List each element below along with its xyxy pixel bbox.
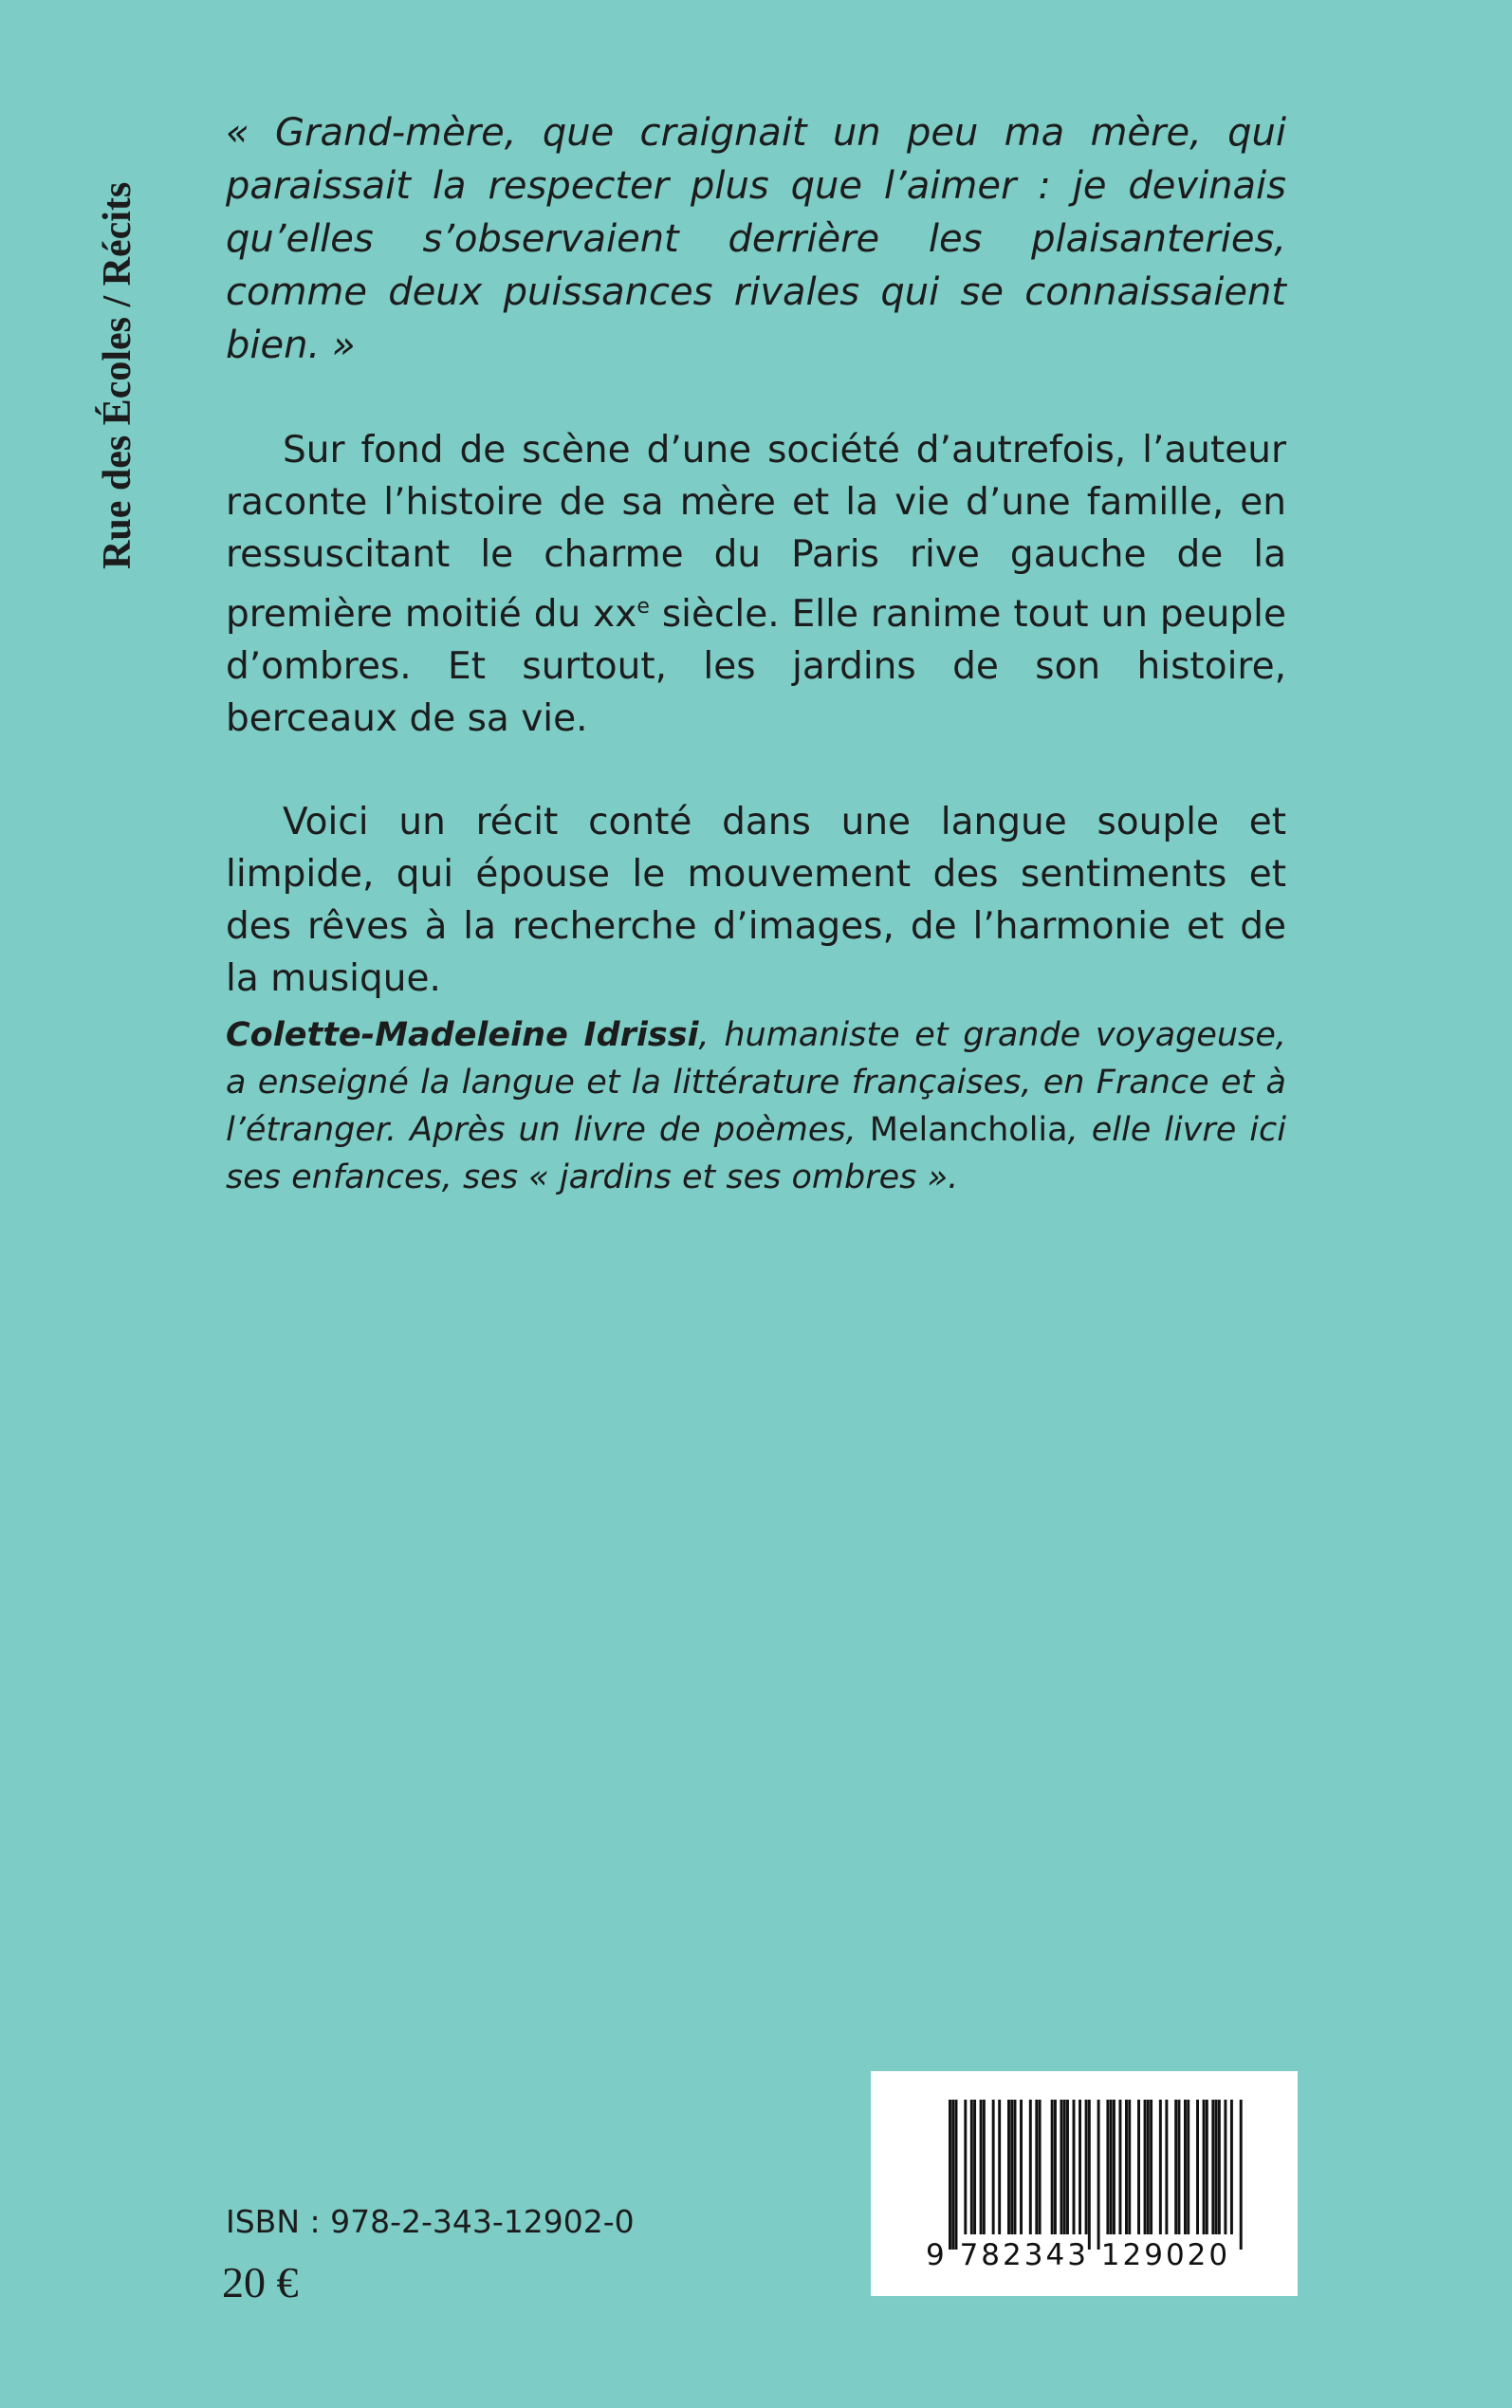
price-label: 20 € [222, 2258, 299, 2306]
barcode-bar [1118, 2100, 1121, 2234]
barcode-bar [1014, 2100, 1017, 2234]
barcode-bar [1211, 2100, 1214, 2234]
barcode-bar [964, 2100, 967, 2234]
barcode-bar [1063, 2100, 1066, 2234]
barcode-bar [949, 2100, 951, 2250]
barcode-bar [1051, 2100, 1054, 2234]
barcode-bar [1184, 2100, 1187, 2234]
barcode-bar [1187, 2100, 1189, 2234]
summary-text-start: Sur fond de scène d’une société d’autrefois, l’auteur raconte l’histoire de sa mère et la vie d’une famille, en ressuscitant le charme du Paris rive gauche de la première moitié du xx [226, 429, 1286, 636]
barcode [871, 2071, 1298, 2296]
barcode-bar [1029, 2100, 1032, 2234]
opening-quote: « Grand-mère, que craignait un peu ma mère, qui paraissait la respecter plus que l’aimer : je devinais qu’elles s’observaient derrière les plaisanteries, comme deux puissances rivales qui se connaissaient bien. » [226, 111, 1286, 367]
barcode-bar [1113, 2100, 1116, 2234]
barcode-bar [1088, 2100, 1091, 2250]
barcode-bar [992, 2100, 995, 2234]
isbn-label: ISBN : 978-2-343-12902-0 [226, 2203, 635, 2240]
barcode-bar [1159, 2100, 1162, 2234]
barcode-bar [1097, 2100, 1100, 2250]
summary-paragraph [226, 424, 1286, 745]
barcode-bar [998, 2100, 1001, 2234]
barcode-bar [1150, 2100, 1152, 2234]
barcode-bar [973, 2100, 976, 2234]
series-title: Rue des Écoles / Récits [96, 181, 139, 569]
barcode-bar [1066, 2100, 1069, 2234]
barcode-bar [1110, 2100, 1113, 2234]
barcode-bar [1230, 2100, 1233, 2234]
barcode-bar [951, 2100, 954, 2250]
barcode-bar [1215, 2100, 1218, 2234]
barcode-bar [1010, 2100, 1013, 2234]
summary-text-end: siècle. Elle ranime tout un peuple d’ombres. Et surtout, les jardins de son histoire, berceaux de sa vie. [226, 593, 1286, 740]
barcode-bar [970, 2100, 973, 2234]
barcode-bar [1128, 2100, 1131, 2234]
century-superscript: e [636, 595, 650, 619]
style-paragraph: Voici un récit conté dans une langue souple et limpide, qui épouse le mouvement des sentiments et des rêves à la recherche d’images, de l’harmonie et de la musique. [226, 801, 1286, 1000]
barcode-bar [1165, 2100, 1168, 2234]
barcode-bar [1073, 2100, 1076, 2234]
barcode-bar [1125, 2100, 1128, 2234]
bio-text-2: , elle livre ici ses enfances, ses « jardins et ses ombres ». [226, 1111, 1286, 1196]
barcode-bar [1218, 2100, 1221, 2234]
barcode-bar [980, 2100, 983, 2234]
back-cover-text [226, 106, 1286, 1005]
barcode-bar [1203, 2100, 1206, 2234]
barcode-bar [1224, 2100, 1226, 2234]
barcode-bar [983, 2100, 986, 2234]
barcode-bar [1079, 2100, 1081, 2234]
barcode-bar [1020, 2100, 1023, 2234]
barcode-bar [1177, 2100, 1180, 2234]
barcode-bar [1106, 2100, 1109, 2234]
barcode-bar [1060, 2100, 1062, 2234]
barcode-digits: 9 782343 129020 [926, 2238, 1231, 2272]
barcode-bar [1035, 2100, 1038, 2234]
barcode-bar [1174, 2100, 1177, 2234]
barcode-bar [1206, 2100, 1208, 2234]
barcode-bar [1137, 2100, 1140, 2234]
barcode-bar [1240, 2100, 1243, 2250]
author-name: Colette-Madeleine Idrissi [226, 1016, 699, 1054]
previous-book-title: Melancholia [869, 1111, 1068, 1149]
barcode-bar [1039, 2100, 1042, 2234]
barcode-bar [955, 2100, 958, 2250]
barcode-bar [1085, 2100, 1088, 2234]
barcode-bar [1196, 2100, 1199, 2234]
barcode-bar [1147, 2100, 1150, 2234]
author-bio [226, 1011, 1286, 1201]
bio-text-1: , humaniste et grande voyageuse, a enseigné la langue et la littérature françaises, en France et à l’étranger. Après un livre de poèmes, [226, 1016, 1286, 1149]
barcode-bar [1054, 2100, 1057, 2234]
barcode-bar [1007, 2100, 1010, 2234]
barcode-bar [1144, 2100, 1147, 2234]
